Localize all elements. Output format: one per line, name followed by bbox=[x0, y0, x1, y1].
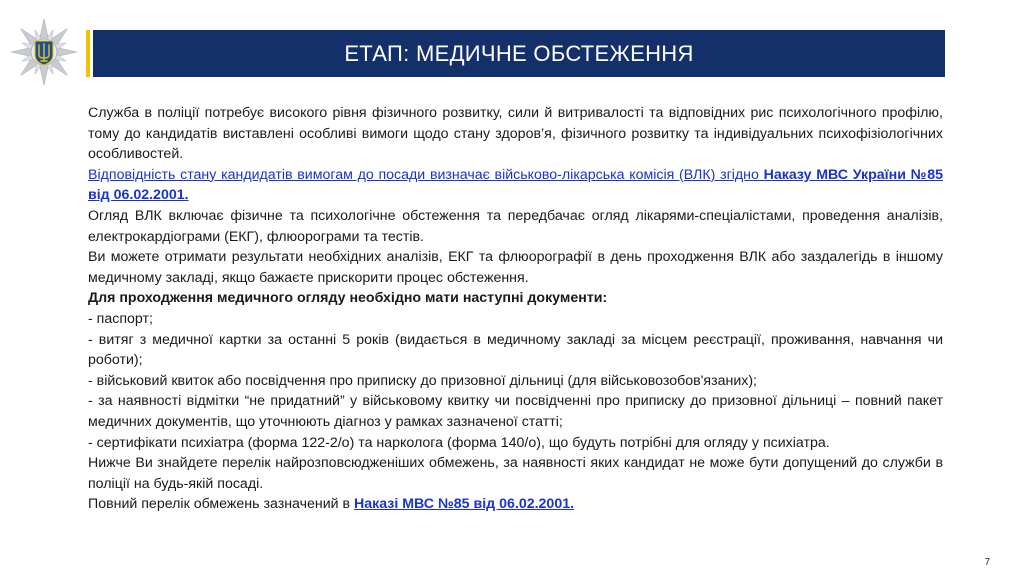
list-item: - сертифікати психіатра (форма 122-2/о) та нарколога (форма 140/о), що будуть потрібні для огляду у психіатра. bbox=[88, 434, 830, 451]
list-item: - військовий квиток або посвідчення про приписку до призовної дільниці (для військовозобов'язаних); bbox=[88, 372, 758, 389]
vlk-link[interactable]: Відповідність стану кандидатів вимогам до посади визначає військово-лікарська комісія (ВЛК) згідно bbox=[88, 166, 764, 183]
full-list-text: Повний перелік обмежень зазначений в bbox=[88, 496, 354, 513]
list-item: - витяг з медичної картки за останні 5 років (видається в медичному закладі за місцем реєстрації, проживання, навчання чи роботи); bbox=[88, 331, 943, 369]
paragraph-full-list bbox=[88, 494, 943, 515]
order-85-link-2[interactable]: Наказі МВС №85 від 06.02.2001. bbox=[354, 496, 575, 513]
paragraph-restrictions: Нижче Ви знайдете перелік найрозповсюдженіших обмежень, за наявності яких кандидат не може бути допущений до служби в поліції на будь-якій посаді. bbox=[88, 455, 943, 492]
page-title: ЕТАП: МЕДИЧНЕ ОБСТЕЖЕННЯ bbox=[344, 40, 694, 66]
paragraph-intro: Служба в поліції потребує високого рівня фізичного розвитку, сили й витривалості та відповідних рис психологічного профілю, тому до кандидатів виставлені особливі вимоги щодо стану здоров’я, фізичного розвитку та індивідуальних психофізіологічних особливостей. bbox=[88, 105, 943, 163]
list-item: - за наявності відмітки “не придатний” у військовому квитку чи посвідченні про приписку до призовної дільниці – повний пакет медичних документів, що уточнюють діагноз у рамках зазначеної статті; bbox=[88, 393, 943, 430]
paragraph-tests: Ви можете отримати результати необхідних аналізів, ЕКГ та флюорографії в день проходження ВЛК або заздалегідь в іншому медичному закладі, якщо бажаєте прискорити процес обстеження. bbox=[88, 249, 943, 286]
content-body bbox=[88, 103, 943, 515]
police-emblem-icon bbox=[10, 18, 78, 86]
page-number: 7 bbox=[984, 557, 990, 568]
paragraph-vlk-requirement bbox=[88, 165, 943, 206]
paragraph-vlk-exam: Огляд ВЛК включає фізичне та психологічне обстеження та передбачає огляд лікарями-спеціалістами, проведення аналізів, електрокардіограми (ЕКГ), флюорограми та тестів. bbox=[88, 207, 943, 245]
list-item: - паспорт; bbox=[88, 310, 153, 327]
order-85-link[interactable]: Наказу МВС України №85 від 06.02.2001. bbox=[88, 166, 943, 204]
title-banner bbox=[93, 30, 945, 77]
accent-bar bbox=[86, 30, 90, 77]
documents-heading: Для проходження медичного огляду необхідно мати наступні документи: bbox=[88, 290, 608, 307]
